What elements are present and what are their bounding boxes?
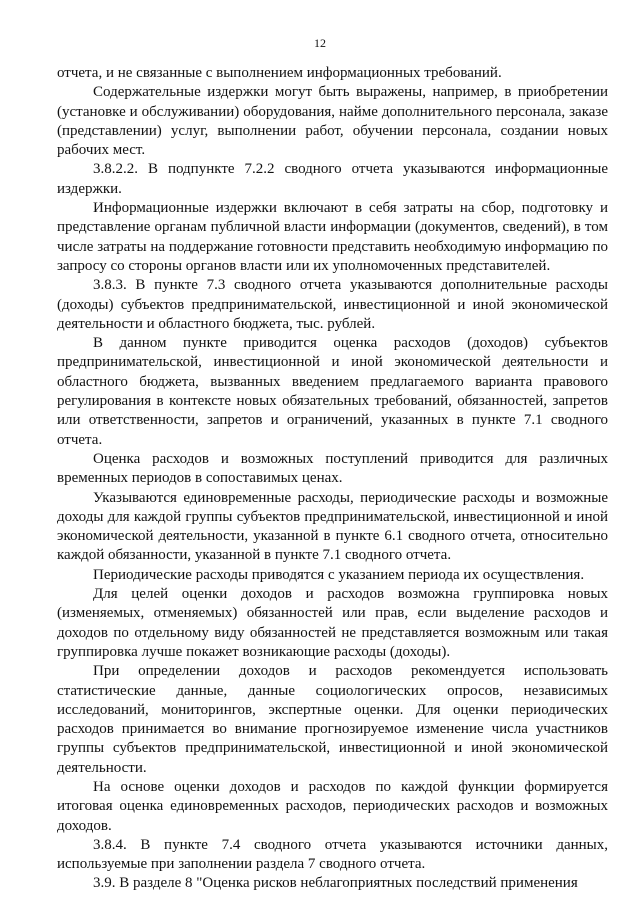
paragraph: 3.9. В разделе 8 "Оценка рисков неблагоприятных последствий применения bbox=[93, 875, 578, 892]
paragraph: Содержательные издержки могут быть выражены, например, в приобретении (установке и обслуживании) оборудования, найме дополнительного персонала, заказе (представлении) услуг, выполнении работ, обучении персонала, создании новых рабочих мест. bbox=[57, 84, 608, 159]
paragraph: 3.8.3. В пункте 7.3 сводного отчета указываются дополнительные расходы (доходы) субъектов предпринимательской, инвестиционной и иной экономической деятельности и областного бюджета, тыс. рублей. bbox=[57, 277, 608, 332]
paragraph: В данном пункте приводится оценка расходов (доходов) субъектов предпринимательской, инвестиционной и иной экономической деятельности и областного бюджета, вызванных введением предлагаемого варианта правового регулирования в контексте новых обязательных требований, обязанностей, запретов или ответственности, запретов и ограничений, указанных в пункте 7.1 сводного отчета. bbox=[57, 335, 608, 448]
paragraph: Для целей оценки доходов и расходов возможна группировка новых (изменяемых, отменяемых) обязанностей или прав, если выделение расходов и доходов по отдельному виду обязанностей не представляется возможным или такая группировка лучше покажет возникающие расходы (доходы). bbox=[57, 586, 608, 660]
paragraph: Оценка расходов и возможных поступлений приводится для различных временных периодов в сопоставимых ценах. bbox=[57, 450, 608, 487]
paragraph: Указываются единовременные расходы, периодические расходы и возможные доходы для каждой группы субъектов предпринимательской, инвестиционной и иной экономической деятельности, указанной в пункте 6.1 сводного отчета, относительно каждой обязанности, указанной в пункте 7.1 сводного отчета. bbox=[57, 489, 608, 564]
paragraph: На основе оценки доходов и расходов по каждой функции формируется итоговая оценка единовременных расходов, периодических расходов и возможных доходов. bbox=[57, 778, 608, 834]
paragraph: При определении доходов и расходов рекомендуется использовать статистические данные, данные социологических опросов, независимых исследований, мониторингов, экспертные оценки. Для оценки периодических расходов принимается во внимание прогнозируемое изменение числа участников группы субъектов предпринимательской, инвестиционной и иной экономической деятельности. bbox=[57, 663, 608, 776]
paragraph: 3.8.4. В пункте 7.4 сводного отчета указываются источники данных, используемые при заполнении раздела 7 сводного отчета. bbox=[57, 836, 608, 873]
paragraph: 3.8.2.2. В подпункте 7.2.2 сводного отчета указываются информационные издержки. bbox=[57, 161, 608, 197]
paragraph: Периодические расходы приводятся с указанием периода их осуществления. bbox=[93, 566, 585, 583]
paragraph: отчета, и не связанные с выполнением информационных требований. bbox=[57, 65, 502, 81]
paragraph: Информационные издержки включают в себя затраты на сбор, подготовку и представление органам публичной власти информации (документов, сведений), в том числе затраты на поддержание готовности представить необходимую информацию по запросу со стороны органов власти или их уполномоченных представителей. bbox=[57, 200, 608, 274]
document-body bbox=[57, 64, 608, 894]
page-number: 12 bbox=[314, 36, 326, 50]
